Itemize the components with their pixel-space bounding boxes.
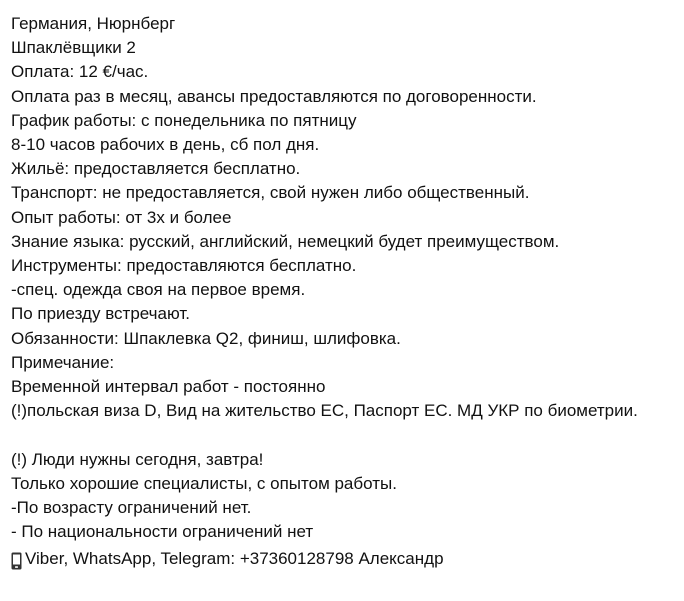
location-line: Германия, Нюрнберг — [11, 14, 176, 33]
language-line: Знание языка: русский, английский, немецкий будет преимуществом. — [11, 231, 560, 251]
urgency-line: (!) Люди нужны сегодня, завтра! — [11, 449, 264, 469]
housing-line: Жильё: предоставляется бесплатно. — [11, 159, 301, 179]
work-hours-line: 8-10 часов рабочих в день, сб пол дня. — [11, 135, 320, 155]
payment-schedule-line: Оплата раз в месяц, авансы предоставляются по договоренности. — [11, 86, 537, 106]
transport-line: Транспорт: не предоставляется, свой нужен либо общественный. — [11, 183, 530, 203]
contact-line — [11, 547, 679, 571]
nationality-line: - По национальности ограничений нет — [11, 522, 314, 542]
duties-line: Обязанности: Шпаклевка Q2, финиш, шлифовка. — [11, 328, 401, 348]
pay-rate-line: Оплата: 12 €/час. — [11, 62, 149, 82]
age-line: -По возрасту ограничений нет. — [11, 498, 252, 518]
work-schedule-line: График работы: с понедельника по пятницу — [11, 110, 357, 130]
note-heading: Примечание: — [11, 352, 115, 372]
contact-text: Viber, WhatsApp, Telegram: +37360128798 Александр — [25, 549, 444, 569]
job-posting-document — [11, 12, 679, 572]
mobile-phone-icon — [11, 552, 22, 570]
paragraph-break — [11, 423, 679, 447]
specialists-line: Только хорошие специалисты, с опытом работы. — [11, 473, 397, 493]
tools-line: Инструменты: предоставляются бесплатно. — [11, 256, 357, 276]
experience-line: Опыт работы: от 3х и более — [11, 207, 232, 227]
documents-line: (!)польская виза D, Вид на жительство ЕС, Паспорт ЕС. МД УКР по биометрии. — [11, 401, 638, 421]
arrival-line: По приезду встречают. — [11, 304, 190, 324]
work-interval-line: Временной интервал работ - постоянно — [11, 377, 326, 397]
position-line: Шпаклёвщики 2 — [11, 38, 136, 58]
workwear-line: -спец. одежда своя на первое время. — [11, 280, 306, 300]
